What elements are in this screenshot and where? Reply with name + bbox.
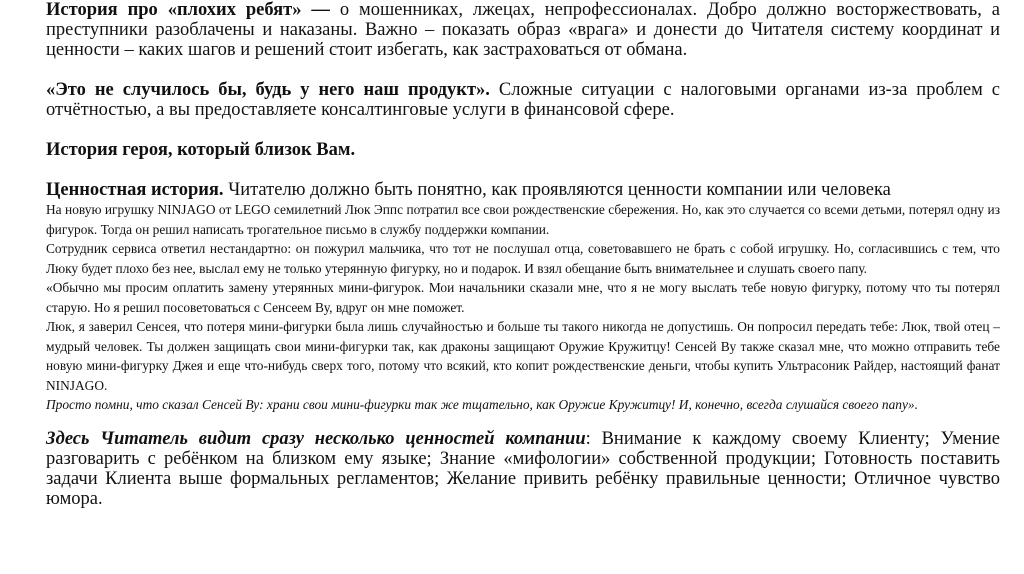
story-paragraph-1: На новую игрушку NINJAGO от LEGO семилетний Люк Эппс потратил все свои рождественские сбережения. Но, как это случается со всеми детьми, потерял одну из фигурок. Тогда он решил написать трогательное письмо в службу поддержки компании. bbox=[46, 202, 1000, 237]
paragraph-conclusion bbox=[46, 429, 1000, 509]
text-bad-guys: о мошенниках, лжецах, непрофессионалах. Добро должно восторжествовать, а преступники разоблачены и наказаны. Важно – показать образ «врага» и донести до Читателя систему координат и ценности – каких шагов и решений стоит избегать, как застраховаться от обмана. bbox=[46, 0, 1000, 60]
text-product: Сложные ситуации с налоговыми органами из-за проблем с отчётностью, а вы предоставляете консалтинговые услуги в финансовой сфере. bbox=[46, 80, 1000, 120]
paragraph-product bbox=[46, 80, 1000, 120]
heading-bad-guys: История про «плохих ребят» — bbox=[46, 0, 330, 20]
story-paragraph-5: Просто помни, что сказал Сенсей Ву: храни свои мини-фигурки так же тщательно, как Оружие Кружитцу! И, конечно, всегда слушайся своего папу». bbox=[46, 397, 918, 412]
text-conclusion: : Внимание к каждому своему Клиенту; Умение разговарить с ребёнком на близком ему языке; Знание «мифологии» собственной продукции; Готовность поставить задачи Клиента выше формальных регламентов; Желание привить ребёнку правильные ценности; Отличное чувство юмора. bbox=[46, 428, 1000, 509]
paragraph-hero bbox=[46, 140, 1000, 160]
heading-conclusion: Здесь Читатель видит сразу несколько ценностей компании bbox=[46, 428, 586, 449]
heading-hero: История героя, который близок Вам. bbox=[46, 140, 356, 160]
story-paragraph-3: «Обычно мы просим оплатить замену утерянных мини-фигурок. Мои начальники сказали мне, что я не могу выслать тебе новую фигурку, потому что ты потерял старую. Но я решил посоветоваться с Сенсеем Ву, вдруг он мне поможет. bbox=[46, 280, 1000, 315]
heading-product: «Это не случилось бы, будь у него наш продукт». bbox=[46, 80, 490, 100]
heading-values: Ценностная история. bbox=[46, 180, 224, 200]
story-paragraph-2: Сотрудник сервиса ответил нестандартно: он пожурил мальчика, что тот не послушал отца, советовавшего не брать с собой игрушку. Но, согласившись с тем, что Люку будет плохо без нее, выслал ему не только утерянную фигурку, но и подарок. И взял обещание быть внимательнее и слушать своего папу. bbox=[46, 241, 1000, 276]
paragraph-bad-guys bbox=[46, 0, 1000, 60]
document-page bbox=[46, 0, 1000, 509]
paragraph-values bbox=[46, 180, 1000, 200]
story-paragraph-4: Люк, я заверил Сенсея, что потеря мини-фигурки была лишь случайностью и больше ты такого никогда не допустишь. Он попросил передать тебе: Люк, твой отец – мудрый человек. Ты должен защищать свои мини-фигурки так, как драконы защищают Оружие Кружитцу! Сенсей Ву также сказал мне, что можно отправить тебе новую мини-фигурку Джея и еще что-нибудь сверх того, потому что всякий, кто копит рождественские деньги, чтобы купить Ультрасоник Райдер, настоящий фанат NINJAGO. bbox=[46, 319, 1000, 393]
text-values: Читателю должно быть понятно, как проявляются ценности компании или человека bbox=[223, 180, 891, 200]
